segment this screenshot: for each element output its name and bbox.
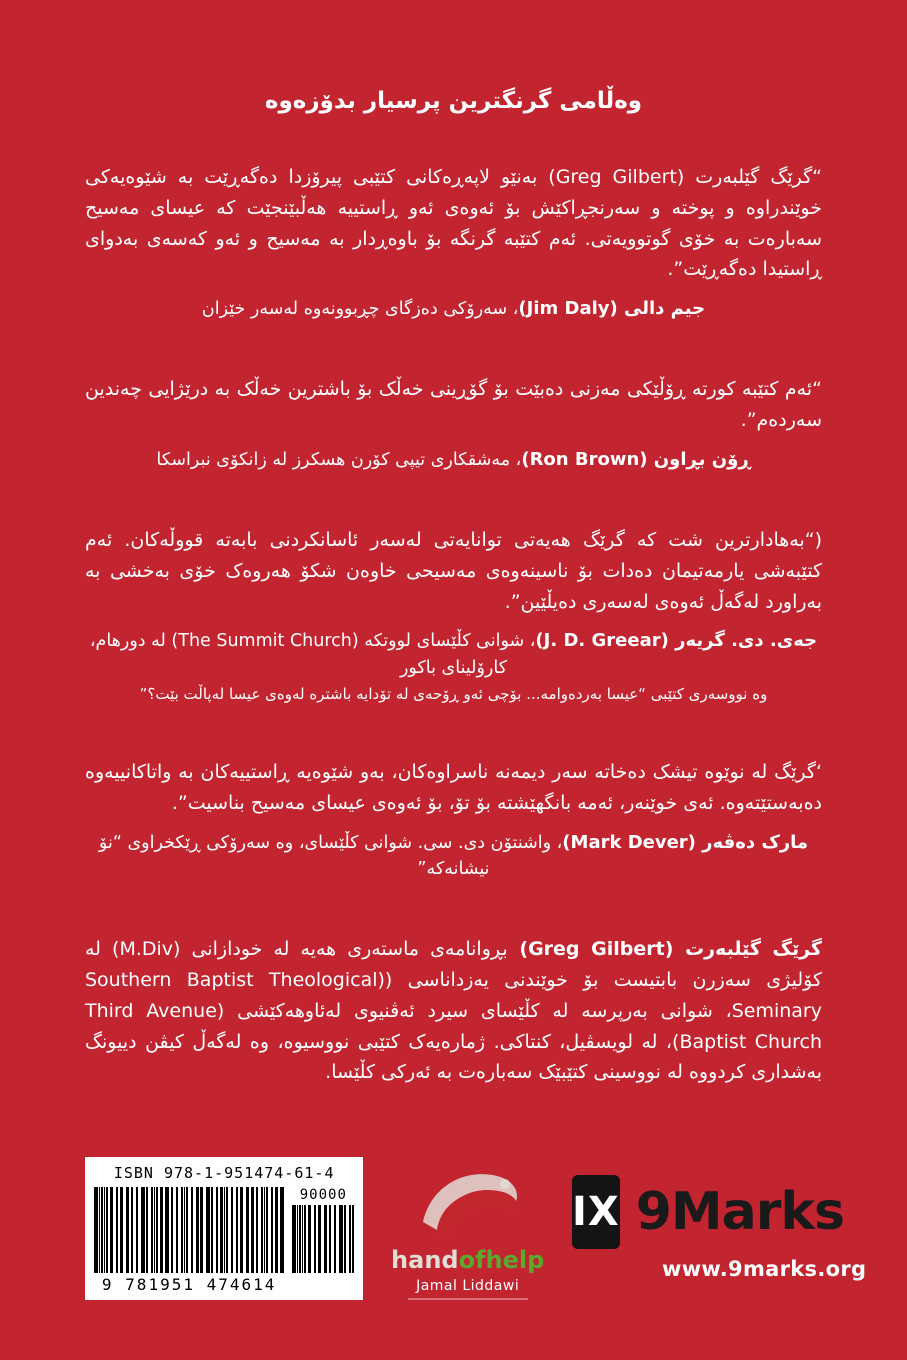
barcode-row xyxy=(94,1187,354,1294)
handofhelp-word-ofhelp: ofhelp xyxy=(458,1246,545,1274)
author-bio xyxy=(85,934,822,1088)
author-bio-text xyxy=(85,934,822,1088)
barcode-main xyxy=(94,1187,284,1294)
isbn-digits: 9 781951 474614 xyxy=(101,1274,277,1294)
endorsement-quote: (“بەهادارترین شت کە گرێگ هەیەتی توانایەتی لەسەر ئاسانکردنی بابەتە قووڵەکان. ئەم کتێبەشی یارمەتیمان دەدات بۆ ناسینەوەی مەسیحی خاوەن شکۆ هەروەک خۆی بەخشی بە بەراورد لەگەڵ ئەوەی لەسەری دەیڵێین”. xyxy=(85,529,822,613)
ninemarks-roman: IX xyxy=(572,1189,620,1235)
barcode-bars xyxy=(94,1187,284,1273)
price-code: 90000 xyxy=(299,1186,347,1203)
footer xyxy=(85,1156,867,1300)
endorsement-jd-greear xyxy=(85,525,822,705)
endorsement-quote: “ئەم کتێبە کورتە ڕۆڵێکی مەزنی دەبێت بۆ گۆڕینی خەڵک بۆ باشترین خەڵک بە درێژایی چەندین سەردەم”. xyxy=(85,378,822,432)
ninemarks-logo xyxy=(572,1175,867,1281)
ninemarks-wordmark: 9Marks xyxy=(635,1182,844,1242)
ninemarks-ix-icon xyxy=(572,1175,620,1249)
endorser-name: جەی. دی. گریەر (J. D. Greear) xyxy=(535,630,818,652)
endorser-name: جیم دالی (Jim Daly) xyxy=(518,298,706,320)
endorsement-attribution xyxy=(85,829,822,883)
author-name: گرێگ گێلبەرت (Greg Gilbert) xyxy=(507,938,822,961)
handofhelp-word-hand: hand xyxy=(391,1246,459,1274)
handofhelp-wordmark xyxy=(363,1246,572,1274)
endorsement-attribution xyxy=(85,446,822,473)
handofhelp-divider xyxy=(408,1298,528,1300)
cover-text-column xyxy=(85,88,822,1088)
ninemarks-row xyxy=(572,1175,844,1249)
isbn-label: ISBN 978-1-951474-61-4 xyxy=(113,1163,335,1182)
handofhelp-person: Jamal Liddawi xyxy=(416,1278,520,1294)
addon-bars xyxy=(292,1205,354,1273)
endorsement-mark-dever xyxy=(85,757,822,882)
endorser-role: ، شوانی کڵێسای لووتکە (The Summit Church) لە دورهام، کارۆلینای باکور xyxy=(89,631,536,678)
endorsement-attribution xyxy=(85,627,822,681)
endorser-role: ، مەشقکاری تیپی کۆرن هسکرز لە زانکۆی نبراسکا xyxy=(156,449,522,470)
endorser-name: مارک دەڤەر (Mark Dever) xyxy=(562,831,809,853)
endorsement-jim-daly xyxy=(85,162,822,322)
endorsement-ron-brown xyxy=(85,374,822,473)
endorsement-quote: ‘گرێگ لە نوێوە تیشک دەخاتە سەر دیمەنە ناسراوەکان، بەو شێوەیە ڕاستییەکان بە واتاکانییەوە دەبەستێتەوە. ئەی خوێنەر، ئەمە بانگهێشتە بۆ تۆ، بۆ ئەوەی عیسای مەسیح بناسیت”. xyxy=(85,761,822,815)
handofhelp-hand-icon xyxy=(393,1156,543,1252)
ninemarks-url: www.9marks.org xyxy=(662,1257,867,1281)
isbn-barcode xyxy=(85,1157,363,1300)
endorsement-attribution xyxy=(85,295,822,322)
endorser-role: ، سەرۆکی دەزگای چڕبوونەوە لەسەر خێزان xyxy=(201,299,519,320)
author-bio-body: بڕوانامەی ماستەری هەیە لە خودازانی (M.Div) لە کۆلیژی سەزرن بابتیست بۆ خوێندنی یەزداناسی ((Southern Baptist Theological Seminary، شوانی بەرپرسە لە کڵێسای سیرد ئەڤنیوی لەئاوهەکێشی (Third Avenue Baptist Church)، لە لویسڤیل، کنتاکی. ژمارەیەک کتێبی نووسیوە، وە لەگەڵ کیڤن دییونگ بەشداری کردووە لە نووسینی کتێبێک سەبارەت بە ئەرکی کڵێسا. xyxy=(85,938,822,1084)
endorsement-quote: “گرێگ گێلبەرت (Greg Gilbert) بەنێو لاپەڕەکانی کتێبی پیرۆزدا دەگەڕێت بە شێوەیەکی خوێندراوە و پوختە و سەرنجڕاکێش بۆ ئەوەی ئەو ڕاستییە هەڵبێنجێت کە عیسای مەسیح سەبارەت بە خۆی گوتوویەتی. ئەم کتێبە گرنگە بۆ باوەڕدار بە مەسیح و ئەو کەسەی بەدوای ڕاستیدا دەگەڕێت”. xyxy=(85,166,822,281)
endorser-role: ، واشنتۆن دی. سی. شوانی کڵێسای، وە سەرۆکی ڕێکخراوی “نۆ نیشانەکە” xyxy=(98,832,563,880)
handofhelp-logo xyxy=(363,1156,572,1300)
cover-title: وەڵامی گرنگترین پرسیار بدۆزەوە xyxy=(264,88,643,114)
endorser-name: ڕۆن بڕاون (Ron Brown) xyxy=(521,448,751,470)
endorser-book-line: وە نووسەری کتێبی “عیسا بەردەوامە... بۆچی ئەو ڕۆحەی لە تۆدایە باشترە لەوەی عیسا لەپاڵت بێت؟” xyxy=(139,684,768,703)
barcode-addon xyxy=(292,1187,354,1273)
